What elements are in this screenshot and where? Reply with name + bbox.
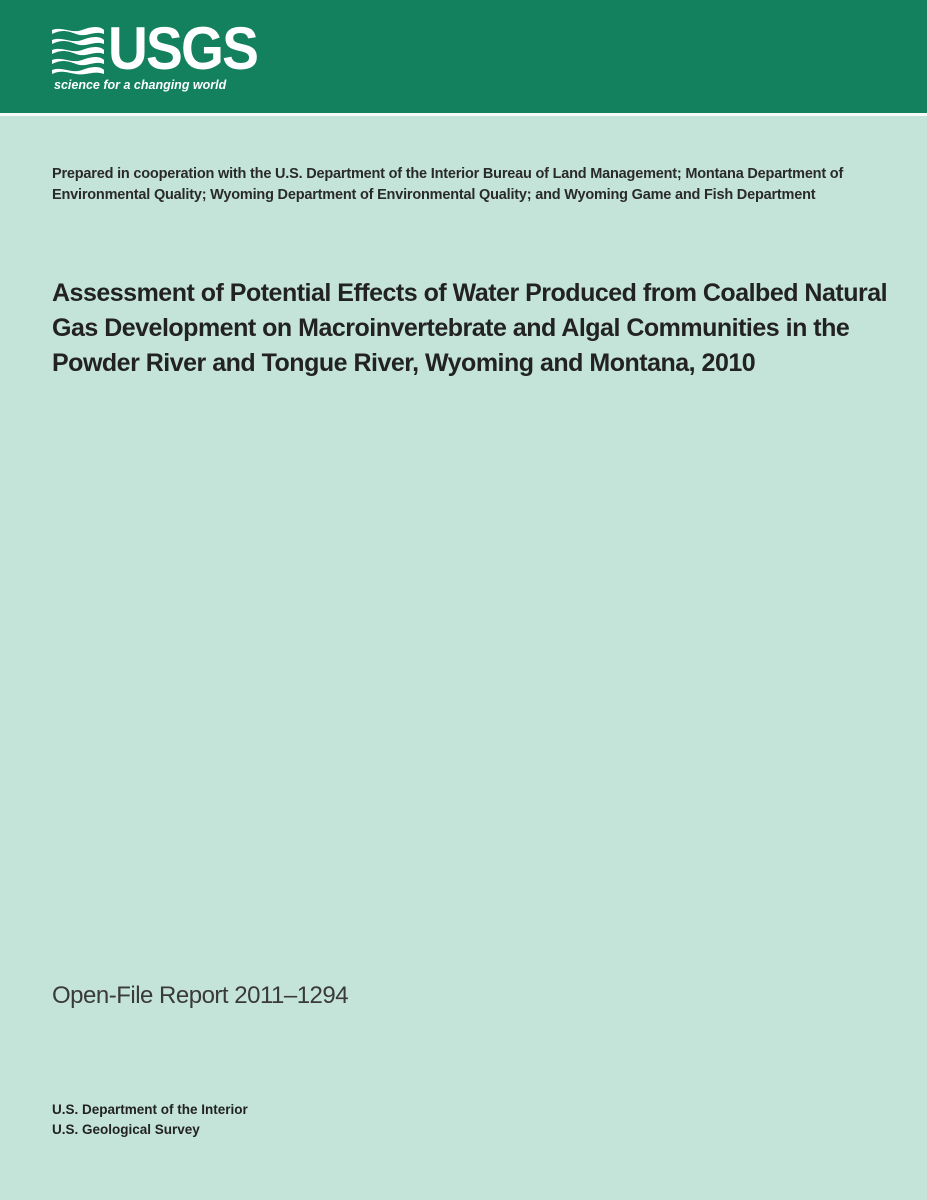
usgs-logo-text: USGS <box>108 15 258 82</box>
usgs-logo <box>52 15 282 100</box>
header-banner <box>0 0 927 113</box>
usgs-wave-icon <box>52 24 104 76</box>
report-title: Assessment of Potential Effects of Water Produced from Coalbed Natural Gas Development on Macroinvertebrate and Algal Communities in the Powder River and Tongue River, Wyoming and Montana, 2010 <box>52 279 888 377</box>
banner-divider <box>0 113 927 116</box>
agency-block <box>52 1100 248 1140</box>
report-number: Open-File Report 2011–1294 <box>52 982 349 1009</box>
department-name: U.S. Department of the Interior <box>52 1102 248 1117</box>
agency-name: U.S. Geological Survey <box>52 1122 200 1137</box>
usgs-tagline: science for a changing world <box>54 78 227 92</box>
cooperation-note: Prepared in cooperation with the U.S. Department of the Interior Bureau of Land Management; Montana Department of Environmental Quality; Wyoming Department of Environmental Quality; and Wyoming Game and Fish Department <box>52 166 844 203</box>
